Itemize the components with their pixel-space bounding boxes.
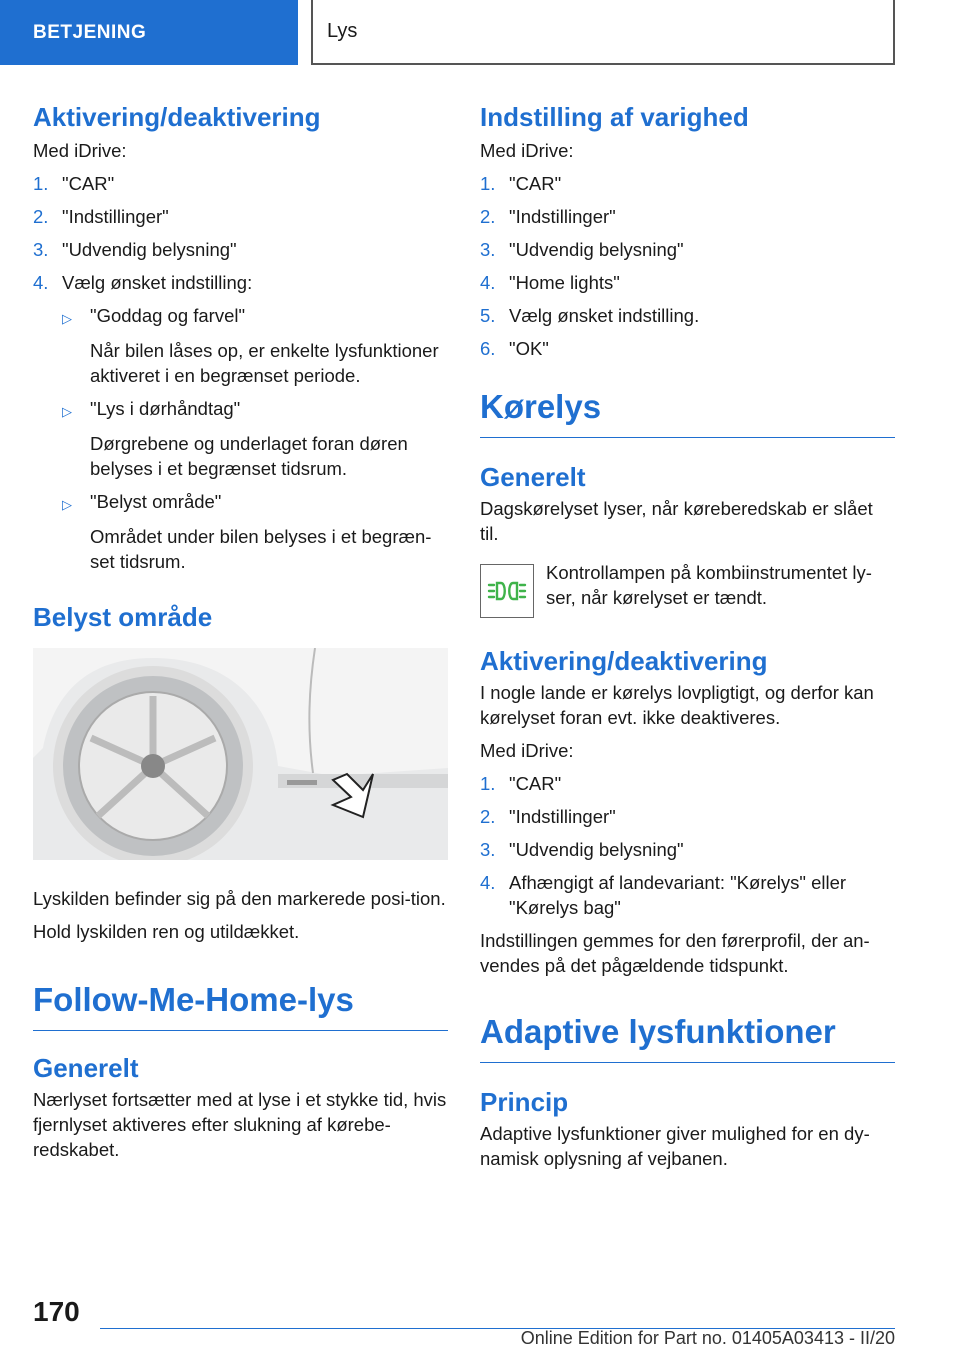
car-wheel-image [33,648,448,860]
list-item [480,870,895,920]
step-text: "Udvendig belysning" [509,239,684,260]
step-number: 3. [480,839,496,860]
option-item [62,396,448,424]
activation-intro: Med iDrive: [33,140,127,161]
list-item [480,171,895,196]
adaptive-principle-heading: Princip [480,1087,569,1117]
section-tab [0,0,298,65]
korelys-steps [480,771,895,920]
edition-text: Online Edition for Part no. 01405A03413 - II/20 [520,1328,895,1348]
korelys-general-text: Dagskørelyset lyser, når køreberedskab er slået til. [480,498,873,544]
activation-options [62,303,448,574]
option-label: "Goddag og farvel" [90,305,246,326]
step-text: Afhængigt af landevariant: "Kørelys" eller "Kørelys bag" [509,872,847,918]
duration-intro: Med iDrive: [480,140,574,161]
step-text: "Indstillinger" [509,806,616,827]
belyst-text-1: Lyskilden befinder sig på den markerede posi-tion. [33,888,446,909]
belyst-text-2: Hold lyskilden ren og utildækket. [33,921,300,942]
step-number: 1. [480,773,496,794]
belyst-heading: Belyst område [33,602,213,632]
list-item [480,336,895,361]
chapter-label: Lys [327,20,358,42]
step-text: "Indstillinger" [509,206,616,227]
right-column [480,100,895,1171]
list-item [480,804,895,829]
adaptive-heading: Adaptive lysfunktioner [480,1010,895,1063]
list-item [480,237,895,262]
step-text: "Udvendig belysning" [62,239,237,260]
step-number: 4. [33,272,49,293]
step-text: Vælg ønsket indstilling: [62,272,253,293]
list-item [480,270,895,295]
step-number: 2. [480,206,496,227]
step-text: "CAR" [509,173,562,194]
korelys-heading: Kørelys [480,385,895,438]
step-text: "Home lights" [509,272,620,293]
option-desc: Når bilen låses op, er enkelte lysfunktioner aktiveret i en begrænset periode. [90,340,439,386]
korelys-note: Indstillingen gemmes for den førerprofil, der an-vendes på det pågældende tidspunkt. [480,930,870,976]
duration-heading: Indstilling af varighed [480,102,749,132]
list-item [33,237,448,262]
step-text: Vælg ønsket indstilling. [509,305,700,326]
follow-general-heading: Generelt [33,1053,139,1083]
triangle-bullet-icon: ▷ [62,497,72,512]
korelys-activation-heading: Aktivering/deaktivering [480,646,768,676]
option-item [62,489,448,517]
step-number: 1. [480,173,496,194]
list-item [480,837,895,862]
duration-steps [480,171,895,361]
section-label: BETJENING [33,21,147,43]
korelys-general-heading: Generelt [480,462,586,492]
option-item [62,303,448,331]
indicator-note [480,560,895,618]
step-number: 3. [480,239,496,260]
step-number: 1. [33,173,49,194]
korelys-activation-text: I nogle lande er kørelys lovpligtigt, og derfor kan kørelyset foran evt. ikke deaktiveres. [480,682,874,728]
list-item [480,303,895,328]
step-text: "Udvendig belysning" [509,839,684,860]
step-number: 5. [480,305,496,326]
step-text: "CAR" [62,173,115,194]
activation-heading: Aktivering/deaktivering [33,102,321,132]
adaptive-text: Adaptive lysfunktioner giver mulighed for en dy-namisk oplysning af vejbanen. [480,1123,870,1169]
step-text: "CAR" [509,773,562,794]
car-wheel-illustration [33,648,448,860]
step-number: 4. [480,272,496,293]
follow-me-home-heading: Follow-Me-Home-lys [33,978,448,1031]
option-label: "Lys i dørhåndtag" [90,398,241,419]
list-item [33,270,448,295]
step-text: "OK" [509,338,549,359]
list-item [480,771,895,796]
korelys-intro: Med iDrive: [480,740,574,761]
step-number: 6. [480,338,496,359]
daytime-running-light-icon [480,564,534,618]
step-number: 2. [480,806,496,827]
list-item [33,171,448,196]
page-number: 170 [33,1296,80,1327]
step-number: 4. [480,872,496,893]
option-desc: Dørgrebene og underlaget foran døren belyses i et begrænset tidsrum. [90,433,408,479]
triangle-bullet-icon: ▷ [62,404,72,419]
step-number: 2. [33,206,49,227]
option-label: "Belyst område" [90,491,222,512]
step-number: 3. [33,239,49,260]
follow-general-text: Nærlyset fortsætter med at lyse i et stykke tid, hvis fjernlyset aktiveres efter slukning af kørebe-redskabet. [33,1089,447,1160]
list-item [480,204,895,229]
activation-steps [33,171,448,295]
option-desc: Området under bilen belyses i et begræn-set tidsrum. [90,526,432,572]
chapter-header [311,0,895,65]
left-column [33,100,448,1162]
triangle-bullet-icon: ▷ [62,311,72,326]
step-text: "Indstillinger" [62,206,169,227]
indicator-text: Kontrollampen på kombiinstrumentet ly-ser, når kørelyset er tændt. [546,562,872,608]
list-item [33,204,448,229]
